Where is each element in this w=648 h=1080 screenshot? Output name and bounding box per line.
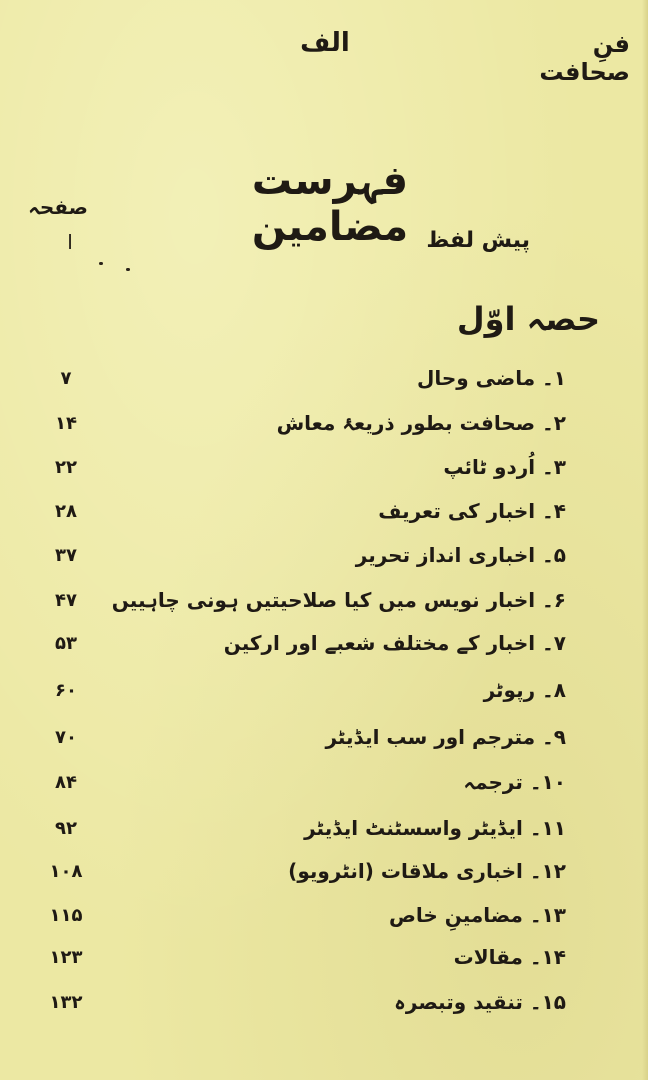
- toc-entry-page: ۳۷: [55, 545, 77, 566]
- toc-entry: [0, 770, 648, 804]
- contents-title: فہرست مضامین: [251, 158, 409, 250]
- toc-entry: [0, 543, 648, 577]
- toc-entry: [0, 816, 648, 850]
- toc-entry-page: ۷۰: [55, 727, 77, 748]
- toc-entry-title: ۸۔ رپوٹر: [483, 678, 566, 702]
- toc-entry: [0, 499, 648, 533]
- toc-entry-title: ۱۴۔ مقالات: [453, 945, 566, 969]
- toc-entry-title: ۲۔ صحافت بطور ذریعۂ معاش: [276, 411, 566, 435]
- toc-entry-title: ۹۔ مترجم اور سب ایڈیٹر: [325, 725, 566, 749]
- toc-entry-page: ۷: [60, 368, 72, 389]
- toc-entry-page: ۵۳: [55, 633, 77, 654]
- ink-speck: [99, 262, 103, 265]
- preface-page-number: ا: [67, 230, 73, 254]
- toc-entry-title: ۴۔ اخبار کی تعریف: [378, 499, 566, 523]
- toc-entry-title: ۵۔ اخباری انداز تحریر: [355, 543, 566, 567]
- toc-entry-title: ۱۰۔ ترجمہ: [463, 770, 566, 794]
- toc-entry: [0, 945, 648, 979]
- toc-entry: [0, 678, 648, 712]
- toc-entry: [0, 455, 648, 489]
- toc-entry-page: ۴۷: [55, 590, 77, 611]
- toc-entry: [0, 366, 648, 400]
- toc-entry-title: ۱۱۔ ایڈیٹر واسسٹنٹ ایڈیٹر: [304, 816, 566, 840]
- toc-entry: [0, 903, 648, 937]
- toc-entry-title: ۳۔ اُردو ٹائپ: [443, 455, 566, 479]
- toc-entry-page: ۲۸: [55, 501, 77, 522]
- page-column-header: صفحہ: [28, 195, 88, 219]
- toc-entry: [0, 588, 648, 622]
- toc-entry-page: ۱۴: [55, 413, 77, 434]
- toc-entry-title: ۱۲۔ اخباری ملاقات (انٹرویو): [288, 859, 566, 883]
- toc-entry: [0, 859, 648, 893]
- toc-entry-page: ۱۳۲: [49, 992, 83, 1013]
- toc-entry-page: ۶۰: [55, 680, 77, 701]
- toc-entry: [0, 725, 648, 759]
- running-head-page-marker: الف: [300, 28, 350, 58]
- toc-entry-title: ۱۔ ماضی وحال: [416, 366, 566, 390]
- toc-entry-page: ۲۲: [55, 457, 77, 478]
- preface-label: پیش لفظ: [426, 228, 530, 253]
- toc-entry-title: ۱۵۔ تنقید وتبصرہ: [394, 990, 566, 1014]
- toc-entry-page: ۱۲۳: [49, 947, 83, 968]
- toc-entry-page: ۱۱۵: [49, 905, 83, 926]
- toc-entry-title: ۷۔ اخبار کے مختلف شعبے اور ارکین: [223, 631, 566, 655]
- toc-entry-page: ۸۴: [55, 772, 77, 793]
- toc-entry-page: ۹۲: [55, 818, 77, 839]
- ink-speck: [126, 268, 130, 271]
- toc-entry: [0, 990, 648, 1024]
- toc-entry: [0, 631, 648, 665]
- section-heading: حصہ اوّل: [456, 300, 600, 338]
- toc-entry-page: ۱۰۸: [49, 861, 83, 882]
- toc-entry-title: ۶۔ اخبار نویس میں کیا صلاحیتیں ہونی چاہییں: [111, 588, 566, 612]
- toc-entry: [0, 411, 648, 445]
- running-head-book-title: فنِ صحافت: [539, 30, 630, 86]
- toc-entry-title: ۱۳۔ مضامینِ خاص: [388, 903, 566, 927]
